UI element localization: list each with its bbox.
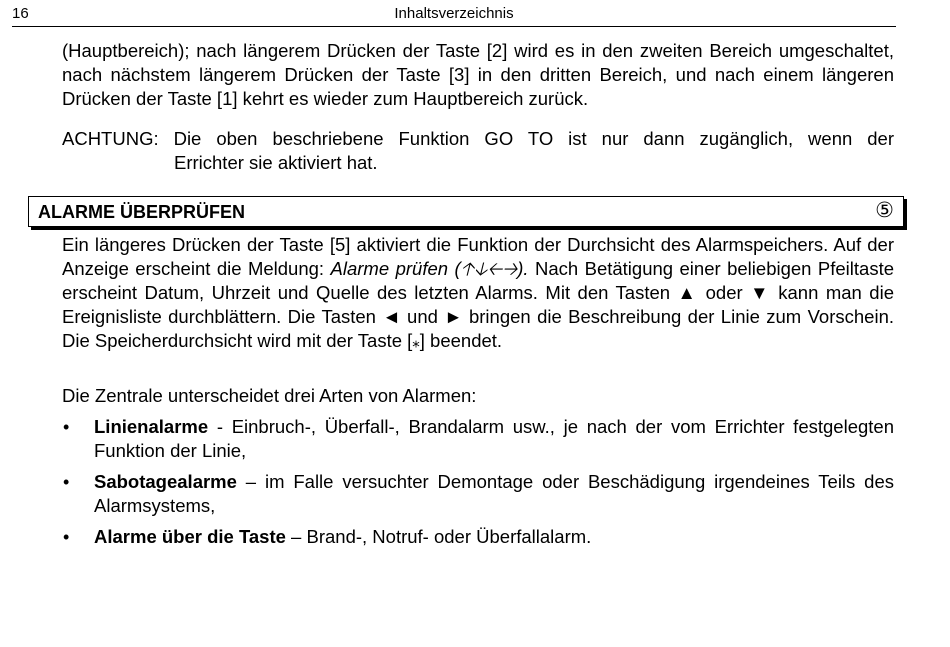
- body-text-part-3: ] beendet.: [419, 330, 503, 351]
- alarm-review-paragraph: [62, 233, 894, 354]
- page-number: 16: [12, 5, 29, 22]
- body-text-part-1: Ein längeres Drücken der Taste [5] aktiviert die Funktion der Durchsicht des Alarmspeichers. Auf der Anzeige erscheint die Meldung:: [62, 234, 894, 279]
- alarm-type-term: Sabotagealarme: [94, 471, 237, 492]
- asterisk-key-icon: ⁎: [412, 333, 420, 351]
- alarm-type-description: – im Falle versuchter Demontage oder Beschädigung irgendeines Teils des Alarmsystems,: [94, 471, 894, 516]
- intro-paragraph: (Hauptbereich); nach längerem Drücken der Taste [2] wird es in den zweiten Bereich umgeschaltet, nach nächstem längerem Drücken der Taste [3] in den dritten Bereich, und nach einem längeren Drücken der Taste [1] kehrt es wieder zum Hauptbereich zurück.: [62, 40, 894, 109]
- warning-line-1: ACHTUNG: Die oben beschriebene Funktion GO TO ist nur dann zugänglich, wenn der: [62, 128, 894, 149]
- alarm-types-list: [62, 415, 894, 556]
- bullet-icon: •: [63, 527, 70, 547]
- warning-line-2: Errichter sie aktiviert hat.: [174, 152, 378, 173]
- page-header: [12, 0, 896, 27]
- warning-note: [62, 127, 894, 175]
- alarm-type-description: – Brand-, Notruf- oder Überfallalarm.: [285, 526, 592, 547]
- list-item: [62, 415, 894, 463]
- section-heading-box: [28, 196, 904, 227]
- alarm-type-description: - Einbruch-, Überfall-, Brandalarm usw., je nach der vom Errichter festgelegten Funktion der Linie,: [94, 416, 894, 461]
- alarm-type-term: Alarme über die Taste: [94, 526, 286, 547]
- list-item: [62, 470, 894, 518]
- list-item: [62, 525, 894, 549]
- body-text-part-2: Nach Betätigung einer beliebigen Pfeiltaste erscheint Datum, Uhrzeit und Quelle des letzten Alarms. Mit den Tasten ▲ oder ▼ kann man die Ereignisliste durchblättern. Die Tasten ◄ und ► bringen die Beschreibung der Linie zum Vorschein. Die Speicherdurchsicht wird mit der Taste [: [62, 258, 895, 351]
- bullet-icon: •: [63, 472, 70, 492]
- alarm-type-term: Linienalarme: [94, 416, 209, 437]
- running-title: Inhaltsverzeichnis: [394, 5, 514, 22]
- bullet-icon: •: [63, 417, 70, 437]
- alarm-types-intro: Die Zentrale unterscheidet drei Arten von Alarmen:: [62, 385, 477, 406]
- circled-five-icon: ⑤: [875, 198, 894, 222]
- section-title: ALARME ÜBERPRÜFEN: [38, 202, 245, 222]
- display-message: Alarme prüfen (🡡🡣🡠🡢).: [330, 258, 529, 279]
